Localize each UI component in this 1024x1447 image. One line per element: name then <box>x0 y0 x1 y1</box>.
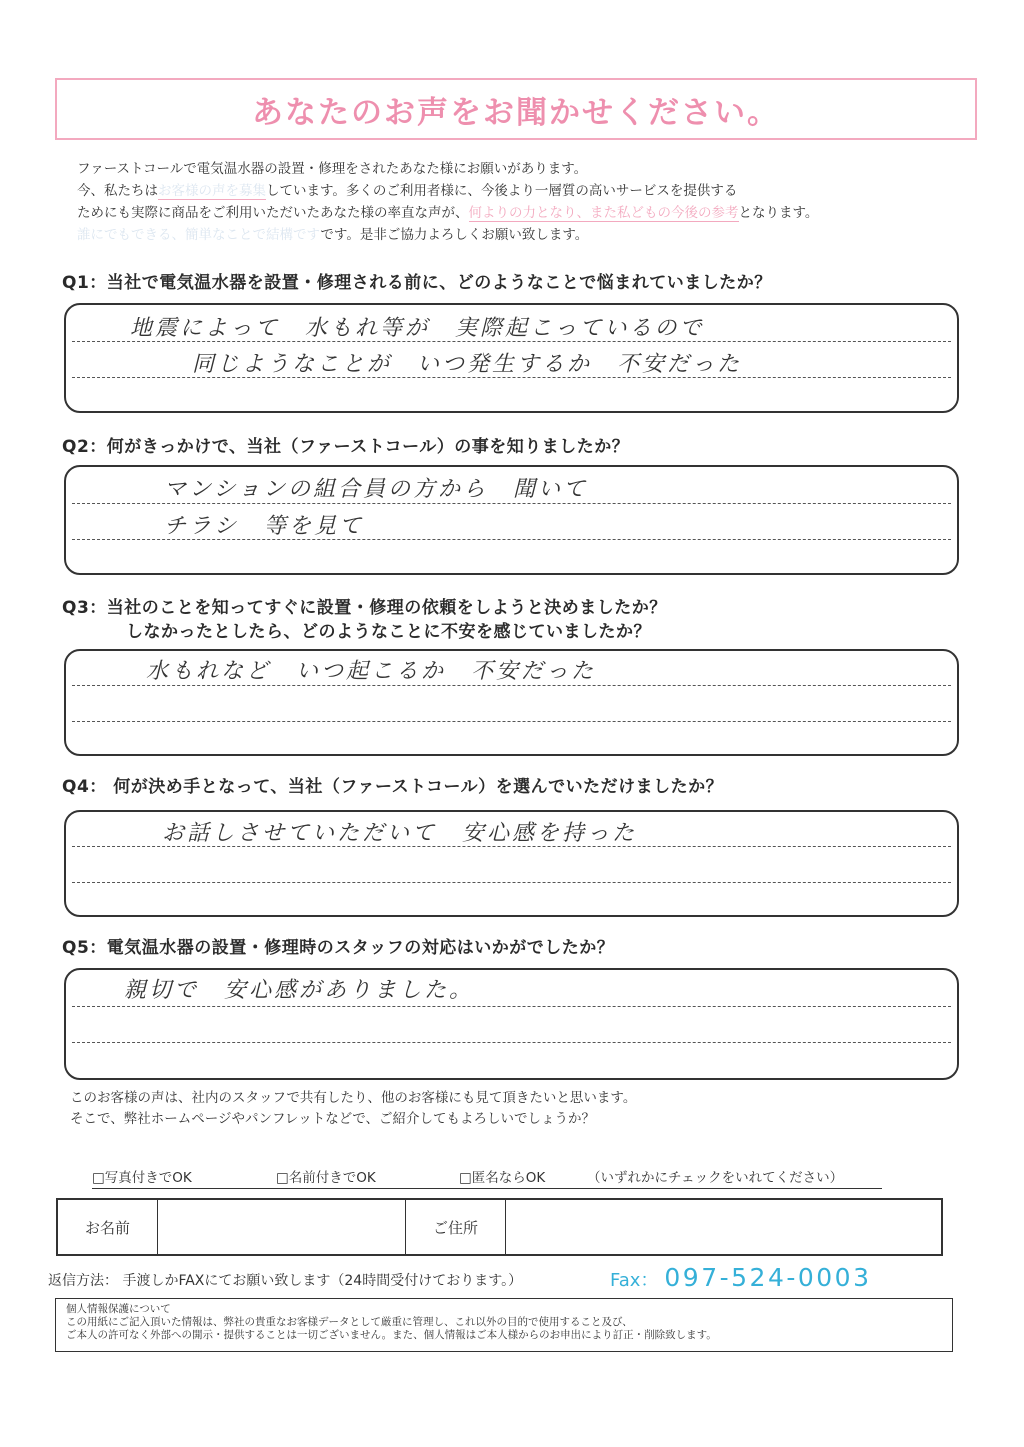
question-3-answer-line-1: 水もれなど いつ起こるか 不安だった <box>146 659 597 684</box>
fax-info <box>610 1263 872 1292</box>
consent-line-1: このお客様の声は、社内のスタッフで共有したり、他のお客様にも見て頂きたいと思います。 <box>70 1090 637 1106</box>
intro-line-2-faint: お客様の声 <box>158 183 226 199</box>
question-5-title: Q5：電気温水器の設置・修理時のスタッフの対応はいかがでしたか？ <box>62 938 615 958</box>
intro-line-3 <box>77 202 957 224</box>
privacy-line-1: この用紙にご記入頂いた情報は、弊社の貴重なお客様データとして厳重に管理し、これ以外の目的で使用すること及び、 <box>66 1316 633 1328</box>
intro-line-3-post: となります。 <box>738 205 819 221</box>
question-1-answer-line-2: 同じようなことが いつ発生するか 不安だった <box>192 352 743 377</box>
question-5-answer-line-1: 親切で 安心感がありました。 <box>124 978 475 1003</box>
name-label: お名前 <box>58 1200 158 1254</box>
question-3-title-line-1: Q3：当社のことを知ってすぐに設置・修理の依頼をしようと決めましたか？ <box>62 598 667 618</box>
dashed-line <box>72 721 951 722</box>
dashed-line <box>72 1006 951 1007</box>
question-1-title: Q1：当社で電気温水器を設置・修理される前に、どのようなことで悩まれていましたか？ <box>62 273 772 293</box>
question-3-title <box>62 596 667 644</box>
intro-line-4 <box>77 224 957 246</box>
question-1-answer-box[interactable] <box>64 303 959 413</box>
checkbox-note: （いずれかにチェックをいれてください） <box>587 1170 844 1186</box>
checkbox-photo-ok[interactable]: □写真付きでOK <box>92 1170 192 1186</box>
page-title: あなたのお声をお聞かせください。 <box>252 94 780 131</box>
checkbox-anonymous-ok[interactable]: □匿名ならOK <box>459 1170 546 1186</box>
intro-line-3-pre: ためにも実際に商品をご利用いただいたあなた様の率直な声が、 <box>77 205 469 221</box>
dashed-line <box>72 1042 951 1043</box>
question-4-answer-box[interactable] <box>64 810 959 917</box>
consent-checkboxes <box>92 1166 882 1189</box>
consent-line-2: そこで、弊社ホームページやパンフレットなどで、ご紹介してもよろしいでしょうか？ <box>70 1111 596 1127</box>
intro-line-3-pink: 何よりの力となり、また私どもの今後の参考 <box>468 205 739 221</box>
question-3-subtitle: しなかったとしたら、どのようなことに不安を感じていましたか？ <box>126 622 651 642</box>
name-field[interactable] <box>158 1200 406 1254</box>
dashed-line <box>72 685 951 686</box>
question-1-answer-line-1: 地震によって 水もれ等が 実際起こっているので <box>130 316 705 341</box>
question-4-answer-line-1: お話しさせていただいて 安心感を持った <box>162 821 638 846</box>
dashed-line <box>72 503 951 504</box>
question-2-answer-box[interactable] <box>64 465 959 575</box>
address-label: ご住所 <box>406 1200 506 1254</box>
fax-label: Fax： <box>610 1270 659 1291</box>
question-4-title: Q4： 何が決め手となって、当社（ファーストコール）を選んでいただけましたか？ <box>62 777 724 797</box>
fax-number: 097-524-0003 <box>664 1263 872 1292</box>
question-2-answer-line-2: チラシ 等を見て <box>164 514 365 539</box>
checkbox-name-ok[interactable]: □名前付きでOK <box>276 1170 376 1186</box>
intro-line-2-post: しています。多くのご利用者様に、今後より一層質の高いサービスを提供する <box>266 183 738 199</box>
consent-text <box>70 1088 636 1130</box>
reply-method: 返信方法： 手渡しかFAXにてお願い致します（24時間受付けております。） <box>48 1273 523 1289</box>
intro-line-2 <box>77 180 957 202</box>
intro-text <box>77 158 957 246</box>
privacy-line-2: ご本人の許可なく外部への開示・提供することは一切ございません。また、個人情報はご本人様からのお申出により訂正・削除致します。 <box>66 1329 717 1341</box>
title-banner <box>55 78 977 140</box>
question-5-answer-box[interactable] <box>64 968 959 1080</box>
contact-info-table <box>56 1198 943 1256</box>
privacy-heading: 個人情報保護について <box>66 1303 171 1315</box>
question-2-title: Q2：何がきっかけで、当社（ファーストコール）の事を知りましたか？ <box>62 437 630 457</box>
intro-line-4-faint: 誰にでもできる、簡単なことで結構です <box>77 227 321 243</box>
question-2-answer-line-1: マンションの組合員の方から 聞いて <box>164 477 589 502</box>
question-3-answer-box[interactable] <box>64 649 959 756</box>
intro-line-4-post: です。是非ご協力よろしくお願い致します。 <box>320 227 589 243</box>
address-field[interactable] <box>506 1200 941 1254</box>
intro-line-2-mid: を募集 <box>225 183 266 199</box>
intro-line-2-pre: 今、私たちは <box>77 183 158 199</box>
privacy-notice <box>55 1298 953 1352</box>
intro-line-1: ファーストコールで電気温水器の設置・修理をされたあなた様にお願いがあります。 <box>77 161 588 177</box>
dashed-line <box>72 882 951 883</box>
